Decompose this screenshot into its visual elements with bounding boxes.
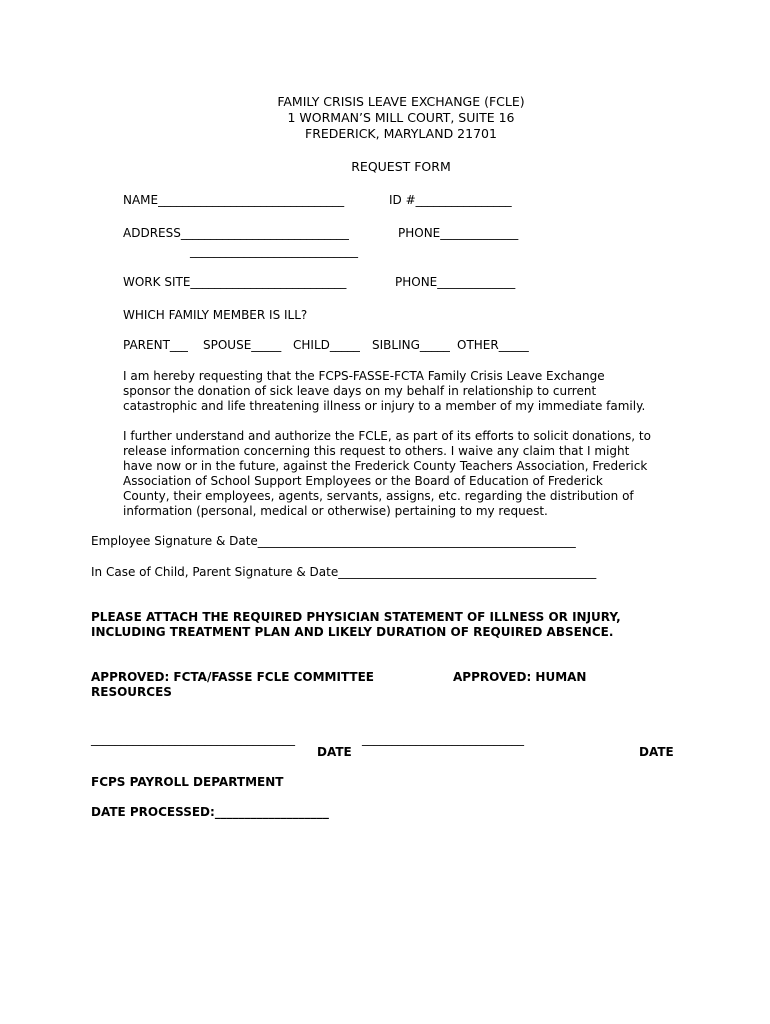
authorization-paragraph-line: information (personal, medical or otherwise) pertaining to my request. — [123, 504, 548, 518]
notice-line: PLEASE ATTACH THE REQUIRED PHYSICIAN STATEMENT OF ILLNESS OR INJURY, — [91, 610, 621, 624]
notice-line: INCLUDING TREATMENT PLAN AND LIKELY DURATION OF REQUIRED ABSENCE. — [91, 625, 614, 639]
request-paragraph-line: catastrophic and life threatening illness or injury to a member of my immediate family. — [123, 399, 646, 413]
name-field[interactable]: NAME_______________________________ — [123, 193, 345, 207]
org-city: FREDERICK, MARYLAND 21701 — [305, 126, 497, 141]
form-title: REQUEST FORM — [351, 159, 451, 174]
org-address: 1 WORMAN’S MILL COURT, SUITE 16 — [287, 110, 515, 125]
work-site-field[interactable]: WORK SITE__________________________ — [123, 275, 347, 289]
hr-approval-label-continued: RESOURCES — [91, 685, 172, 699]
request-paragraph-line: I am hereby requesting that the FCPS-FASSE-FCTA Family Crisis Leave Exchange — [123, 369, 605, 383]
payroll-department-label: FCPS PAYROLL DEPARTMENT — [91, 775, 284, 789]
authorization-paragraph-line: have now or in the future, against the Frederick County Teachers Association, Frederick — [123, 459, 648, 473]
id-field[interactable]: ID #________________ — [389, 193, 512, 207]
hr-signature-line[interactable]: ___________________________ — [362, 732, 524, 746]
address-field[interactable]: ADDRESS____________________________ — [123, 226, 349, 240]
org-name: FAMILY CRISIS LEAVE EXCHANGE (FCLE) — [277, 94, 525, 109]
address-line2-field[interactable]: ____________________________ — [190, 244, 358, 258]
date-processed-field[interactable]: DATE PROCESSED:___________________ — [91, 805, 329, 819]
option-parent[interactable]: PARENT___ — [123, 338, 188, 352]
authorization-paragraph-line: I further understand and authorize the FCLE, as part of its efforts to solicit donations, to — [123, 429, 651, 443]
option-sibling[interactable]: SIBLING_____ — [372, 338, 450, 352]
phone-field[interactable]: PHONE_____________ — [398, 226, 519, 240]
parent-signature-field[interactable]: In Case of Child, Parent Signature & Date___________________________________________ — [91, 565, 597, 579]
work-phone-field[interactable]: PHONE_____________ — [395, 275, 516, 289]
option-spouse[interactable]: SPOUSE_____ — [203, 338, 282, 352]
family-member-question: WHICH FAMILY MEMBER IS ILL? — [123, 308, 308, 322]
request-paragraph-line: sponsor the donation of sick leave days on my behalf in relationship to current — [123, 384, 597, 398]
hr-approval-label: APPROVED: HUMAN — [453, 670, 587, 684]
authorization-paragraph-line: County, their employees, agents, servants, assigns, etc. regarding the distribution of — [123, 489, 634, 503]
committee-date-label: DATE — [317, 745, 352, 759]
employee-signature-field[interactable]: Employee Signature & Date_____________________________________________________ — [91, 534, 576, 548]
authorization-paragraph-line: Association of School Support Employees or the Board of Education of Frederick — [123, 474, 603, 488]
hr-date-label: DATE — [639, 745, 674, 759]
committee-signature-line[interactable]: __________________________________ — [91, 732, 295, 746]
authorization-paragraph-line: release information concerning this request to others. I waive any claim that I might — [123, 444, 630, 458]
option-child[interactable]: CHILD_____ — [293, 338, 360, 352]
option-other[interactable]: OTHER_____ — [457, 338, 529, 352]
committee-approval-label: APPROVED: FCTA/FASSE FCLE COMMITTEE — [91, 670, 374, 684]
